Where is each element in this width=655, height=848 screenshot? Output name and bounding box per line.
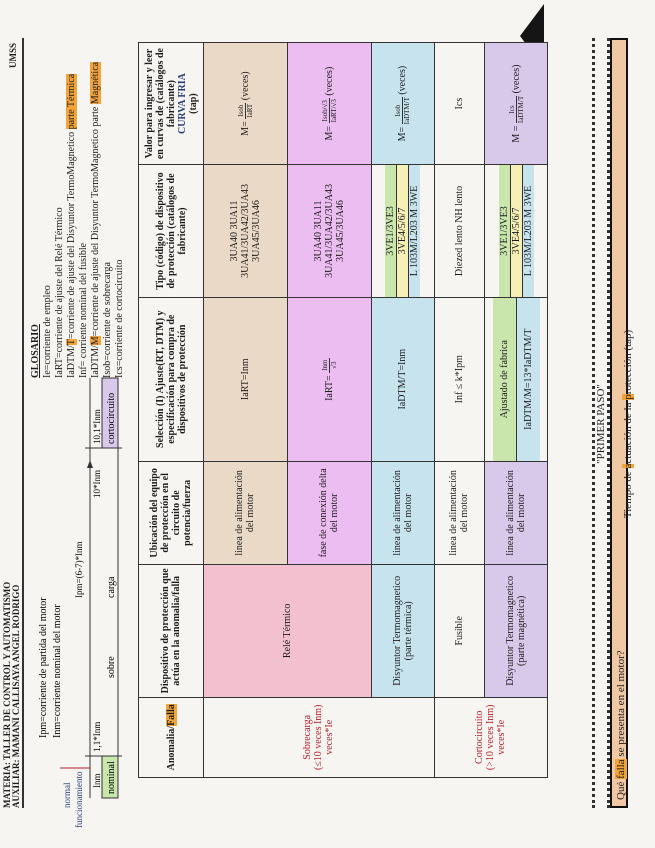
rele-ubicacion-1: linea de alimentación del motor bbox=[204, 461, 288, 564]
rele-seleccion-1: IaRT=Inm bbox=[204, 297, 288, 461]
dtm-magnetico-val-pre: M = bbox=[510, 125, 522, 143]
rele-val2-pre: M= bbox=[323, 125, 335, 141]
rele-sel2-num: Inm bbox=[320, 359, 329, 371]
dtm-termico-tipo-a: 3VE1/3VE3 bbox=[385, 165, 397, 297]
cortocircuito-cond: (>10 veces Inm) bbox=[485, 704, 497, 771]
rele-ubicacion-2: fase de conexión delta del motor bbox=[287, 461, 371, 564]
g-l3-pre: IaDTM/ bbox=[66, 345, 77, 378]
glosario-isob: Isob=corriente de sobrecarga bbox=[102, 262, 113, 378]
footer-umss: UMSS bbox=[8, 42, 18, 68]
dtm-termico-val-frac bbox=[394, 97, 411, 124]
anomaly-cortocircuito bbox=[434, 697, 547, 777]
footer-materia: MATERIA: TALLER DE CONTROL Y AUTOMATISMO bbox=[2, 581, 12, 808]
sobrecarga-name: Sobrecarga bbox=[302, 714, 314, 760]
g-l5-pre: IaDTM/ bbox=[90, 345, 101, 378]
rele-seleccion-2 bbox=[287, 297, 371, 461]
device-rele: Relé Térmico bbox=[204, 565, 372, 698]
header-valor-tail: (tap) bbox=[187, 93, 199, 114]
dtm-termico-val-den: IaDTM/T bbox=[403, 97, 412, 125]
question-highlight: falla bbox=[615, 759, 627, 779]
protection-table bbox=[138, 42, 548, 778]
glosario bbox=[30, 8, 126, 378]
header-valor-text: Valor para ingresar y leer en curvas de (catálogos de fabricante) bbox=[143, 48, 177, 160]
dtm-termico-val-post: (veces) bbox=[397, 65, 409, 95]
glosario-iadtm-t bbox=[66, 8, 78, 378]
rele-val1-post: (veces) bbox=[239, 71, 251, 101]
g-l5-hl: Magnética bbox=[90, 61, 101, 105]
cortocircuito-rel: veces*Ie bbox=[496, 719, 508, 755]
rele-val2-frac bbox=[321, 98, 338, 123]
anomaly-sobrecarga bbox=[204, 697, 435, 777]
rele-val1-frac bbox=[237, 103, 254, 119]
step-label-text: "PRIMER PASO" bbox=[595, 384, 607, 464]
current-range-diagram bbox=[30, 348, 140, 828]
rele-val2-num: Isob/√3 bbox=[320, 100, 329, 122]
question-rest: se presenta en el motor? bbox=[615, 650, 627, 760]
dtm-termico-tipo bbox=[371, 165, 434, 298]
rele-tipo-2: 3UA40 3UA11 3UA41/3UA42/3UA43 3UA45/3UA46 bbox=[287, 165, 371, 298]
sobrecarga-rel: veces*Ie bbox=[324, 719, 336, 755]
glosario-iart: IaRT=corriente de ajuste del Relé Térmico bbox=[54, 207, 65, 378]
footer-divider bbox=[22, 38, 24, 808]
nominal-label: nominal bbox=[106, 761, 117, 794]
g-l3-mid: =corriente de ajuste del Disyuntor TermoMagnetico bbox=[66, 129, 77, 340]
glosario-iadtm-m bbox=[90, 8, 102, 378]
table-header-row bbox=[139, 43, 204, 778]
header-seleccion: Selección (I) Ajuste(RT, DTM) y especificación para compra de dispositivos de protección bbox=[139, 297, 204, 461]
dtm-magnetico-tipo-a: 3VE1/3VE3 bbox=[499, 165, 511, 297]
sobrecarga-cond: (≤10 veces Inm) bbox=[313, 704, 325, 771]
dtm-magnetico-tipo-b: 3VE4/5/6/7 bbox=[511, 165, 523, 297]
title-a: a bbox=[622, 463, 634, 469]
cortocircuito-name: Cortocircuito bbox=[474, 710, 486, 764]
step-label bbox=[595, 0, 607, 848]
title-post: rotección (tap) bbox=[622, 329, 634, 395]
dtm-magnetico-val-num: Ics bbox=[508, 96, 517, 123]
glosario-ics: Ics=corriente de cortocircuito bbox=[114, 259, 125, 378]
glosario-title: GLOSARIO bbox=[30, 324, 41, 378]
header-anomalia-hl: Falla bbox=[165, 704, 177, 726]
header-ubicacion: Ubicación del equipo de protección en el circuito de potencia/fuerza bbox=[139, 461, 204, 564]
dtm-termico-seleccion: IaDTM/T=Inm bbox=[371, 297, 434, 461]
device-dtm-magnetico: Disyuntor Termomagnetico (parte magnética) bbox=[485, 565, 548, 698]
rele-sel2-pre: IaRT= bbox=[323, 375, 335, 401]
g-l5-m: M bbox=[90, 336, 101, 346]
carga-label: carga bbox=[106, 576, 117, 598]
dtm-magnetico-val-frac bbox=[508, 96, 525, 123]
rele-sel2-frac bbox=[321, 358, 338, 373]
funcionamiento-label: funcionamiento bbox=[74, 771, 84, 828]
glosario-ie: Ie=corriente de empleo bbox=[42, 285, 53, 378]
table-row bbox=[204, 43, 288, 778]
fusible-valor: Ics bbox=[434, 43, 484, 165]
table-row bbox=[371, 43, 434, 778]
header-valor bbox=[139, 43, 204, 165]
ipm-label: Ipm=(6-7)*Inm bbox=[74, 541, 84, 598]
dtm-termico-tipo-c: L 103M/L203 M 3WE bbox=[409, 165, 420, 297]
def-ipm: Ipm=corriente de partida del motor bbox=[38, 597, 49, 738]
table-row bbox=[485, 43, 548, 778]
fusible-tipo: Diezed lento NH lento bbox=[434, 165, 484, 298]
dtm-termico-ubicacion: linea de alimentación del motor bbox=[371, 461, 434, 564]
title-pre: Tiempo de bbox=[622, 468, 634, 519]
dtm-magnetico-sel-a: Ajustado de fabrica bbox=[493, 298, 517, 461]
glosario-inf: Inf= corriente nominal del fusible bbox=[78, 242, 89, 378]
rele-valor-1 bbox=[204, 43, 288, 165]
dtm-magnetico-ubicacion: linea de alimentación del motor bbox=[485, 461, 548, 564]
footer-info bbox=[3, 582, 21, 808]
rele-val2-post: (veces) bbox=[323, 66, 335, 96]
device-fusible: Fusible bbox=[434, 565, 484, 698]
header-dispositivo: Dispositivo de protección que actúa en la anomalia/falla bbox=[139, 565, 204, 698]
x11-label: 1,1*Inm bbox=[92, 721, 102, 752]
dtm-magnetico-tipo bbox=[485, 165, 548, 298]
table-row bbox=[434, 43, 484, 778]
dtm-termico-tipo-b: 3VE4/5/6/7 bbox=[397, 165, 409, 297]
title-mid: ctuación de la bbox=[622, 399, 634, 464]
cortocircuito-label: cortocircuito bbox=[106, 392, 117, 444]
rele-val1-pre: M= bbox=[239, 121, 251, 136]
g-l5-mid: =corriente de ajuste del Disyuntor TermoMagnetico parte bbox=[90, 104, 101, 337]
header-anomalia-text: Anomalia/ bbox=[165, 725, 177, 771]
rele-val1-den: IaRT bbox=[245, 103, 254, 118]
rele-tipo-1: 3UA40 3UA11 3UA41/3UA42/3UA43 3UA45/3UA46 bbox=[204, 165, 288, 298]
dtm-magnetico-val-post: (veces) bbox=[510, 64, 522, 94]
dtm-magnetico-sel-b: IaDTM/M=13*IaDTM/T bbox=[517, 298, 540, 461]
dtm-termico-val-num: Isob bbox=[394, 97, 403, 124]
x101-label: 10,1*Inm bbox=[92, 409, 102, 444]
dtm-termico-valor bbox=[371, 43, 434, 165]
header-valor-blue: CURVA FRIA bbox=[176, 73, 188, 135]
rele-val2-den: IaRT/√3 bbox=[329, 99, 338, 123]
dtm-magnetico-seleccion bbox=[485, 297, 548, 461]
device-dtm-termico: Disyuntor Termomagnetico (parte térmica) bbox=[371, 565, 434, 698]
rele-val1-num: Isob bbox=[236, 104, 245, 117]
header-tipo: Tipo (código) de dispositivo de protección (catálogos de fabricante) bbox=[139, 165, 204, 298]
def-inm: Inm=corriente nominal del motor bbox=[52, 604, 63, 738]
inm-label: Inm bbox=[92, 773, 102, 788]
rele-valor-2 bbox=[287, 43, 371, 165]
normal-label: normal bbox=[62, 782, 72, 808]
title-p: p bbox=[622, 394, 634, 400]
g-l3-t: T bbox=[66, 339, 77, 346]
page-title bbox=[622, 0, 634, 848]
dtm-magnetico-tipo-c: L 103M/L203 M 3WE bbox=[523, 165, 534, 297]
dtm-termico-val-pre: M= bbox=[397, 126, 409, 142]
fusible-seleccion: Inf ≤ k*Ipm bbox=[434, 297, 484, 461]
x10-label: 10*Inm bbox=[92, 470, 102, 498]
g-l3-hl: parte Térmica bbox=[66, 73, 77, 130]
footer-auxiliar: AUXILIAR: MAMANI CALLISAYA ANGEL RODRIGO bbox=[11, 584, 21, 808]
rele-sel2-den: √3 bbox=[329, 361, 338, 369]
question-prefix: Qué bbox=[615, 778, 627, 800]
fusible-ubicacion: linea de alimentación del motor bbox=[434, 461, 484, 564]
dtm-magnetico-valor bbox=[485, 43, 548, 165]
dtm-magnetico-val-den: IaDTM/T bbox=[516, 95, 525, 124]
ipm-arrow-icon bbox=[87, 460, 93, 468]
header-anomalia bbox=[139, 697, 204, 777]
sobre-label: sobre bbox=[106, 656, 117, 678]
